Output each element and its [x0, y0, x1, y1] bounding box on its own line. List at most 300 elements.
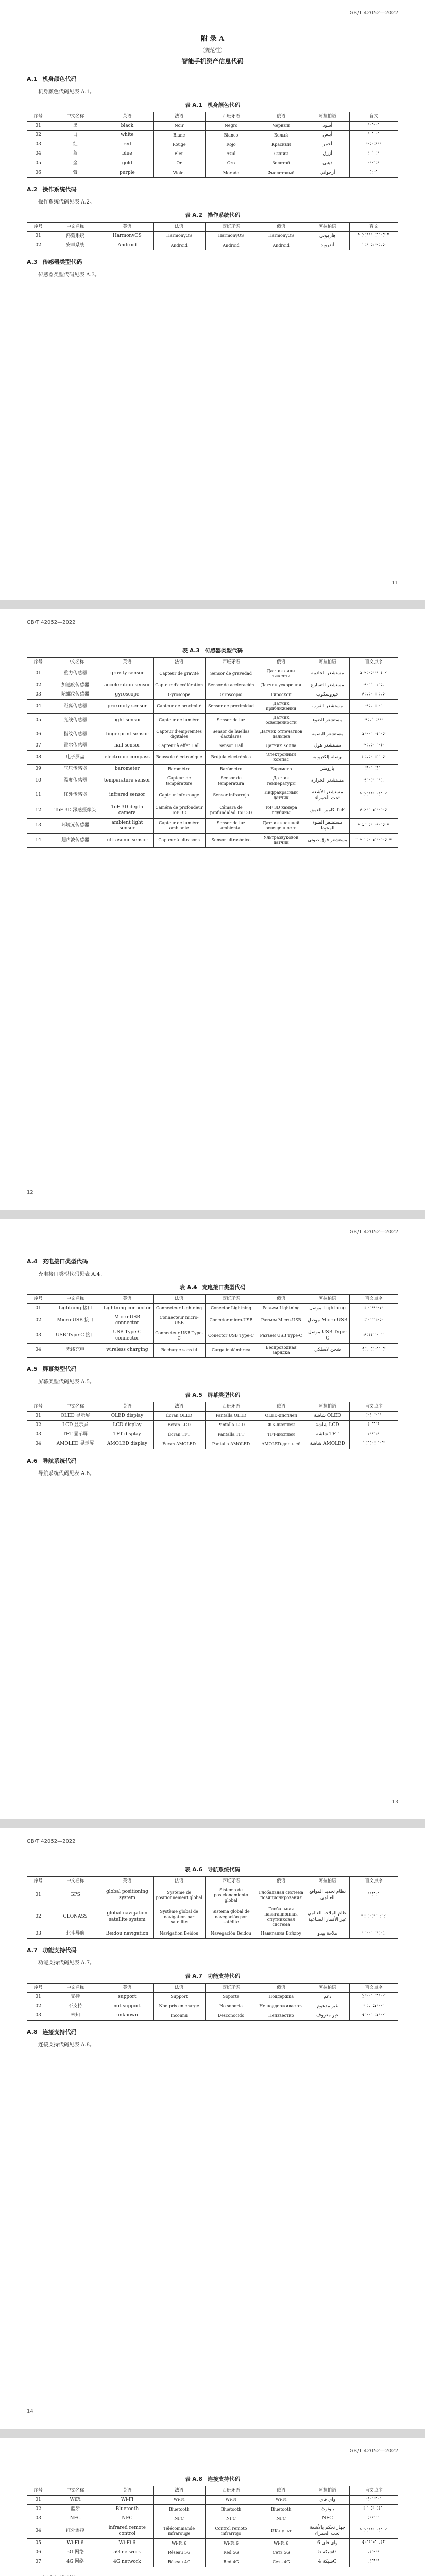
table-cell: Pantalla AMOLED [205, 1439, 257, 1449]
table-row [27, 1439, 398, 1449]
table-cell: Android [257, 241, 305, 250]
table-row [27, 2002, 398, 2011]
table-header-row [27, 1402, 398, 1411]
column-header: 中文名称 [49, 1295, 101, 1304]
table-cell: شاشة OLED [305, 1411, 349, 1420]
table-cell: 01 [27, 1886, 49, 1905]
table-cell: ⠝⠋⠉ [350, 2514, 398, 2523]
column-header: 中文名称 [49, 112, 101, 122]
column-header: 序号 [27, 1983, 49, 1992]
table-cell: ⠼⠙⠛ [350, 2557, 398, 2567]
table-cell: Conector Lightning [205, 1303, 257, 1313]
table-cell: Pantalla TFT [205, 1430, 257, 1439]
table-cell: ⠺⠥ ⠭⠊⠁⠝ [350, 1343, 398, 1357]
column-header: 序号 [27, 1402, 49, 1411]
table-cell: Télécommande infrarouge [153, 2523, 205, 2539]
table-cell: Caméra de profondeur ToF 3D [153, 803, 205, 819]
table-cell: أحمر [305, 140, 349, 149]
table-cell: ⠛⠥⠁⠝⠛ [350, 714, 398, 727]
table-cell: barometer [101, 765, 153, 774]
table-cell: gyroscope [101, 690, 153, 699]
section-text: 连接支持代码见表 A.8。 [38, 2042, 95, 2048]
table-cell: موصل Micro-USB [305, 1313, 349, 1328]
table-cell: global positioning system [101, 1886, 153, 1905]
table-cell: 13 [27, 818, 49, 834]
table-cell: مستشعر فوق صوتي [305, 834, 349, 848]
document-page [0, 2438, 425, 2576]
table-cell: جيروسكوب [305, 690, 349, 699]
table-cell: Wi-Fi [257, 2495, 305, 2504]
table-cell: ⠁⠍⠕⠇⠑⠙ [350, 1439, 398, 1449]
section-heading: A.1 机身颜色代码 [27, 76, 77, 82]
section-text: 操作系统代码见表 A.2。 [38, 199, 95, 206]
table-cell: Recharge sans fil [153, 1343, 205, 1357]
table-row [27, 667, 398, 681]
column-header: 中文名称 [49, 1877, 101, 1886]
table-cell: HarmonyOS [101, 231, 153, 241]
table-cell: 11 [27, 788, 49, 803]
column-header: 俄语 [257, 1402, 305, 1411]
table-cell: Bluetooth [257, 2504, 305, 2514]
table-cell: Разъем Micro-USB [257, 1313, 305, 1328]
table-cell: ⠵⠓⠊ ⠉⠓⠊ [350, 1992, 398, 2002]
table-row [27, 751, 398, 765]
table-row [27, 130, 398, 140]
table-cell: ToF 3D 深感摄像头 [49, 803, 101, 819]
table-cell: 5G 网络 [49, 2548, 101, 2557]
table-cell: Белый [257, 130, 305, 140]
table-row [27, 774, 398, 788]
table-cell: 01 [27, 1411, 49, 1420]
table-cell: ذهبي [305, 159, 349, 168]
table-cell: Sensor ultrasónico [205, 834, 257, 848]
column-header: 阿拉伯语 [305, 2486, 349, 2496]
table-cell: ⠉⠓⠁⠕ ⠎⠓⠑⠝⠛ [350, 834, 398, 848]
table-cell: شاشة AMOLED [305, 1439, 349, 1449]
table-cell: Датчик отпечатков пальцев [257, 727, 305, 741]
table-cell: مستشعر هول [305, 741, 349, 751]
table-cell: 04 [27, 700, 49, 714]
table-header-row [27, 223, 398, 232]
table-cell: بارومتر [305, 765, 349, 774]
table-cell: Micro-USB 接口 [49, 1313, 101, 1328]
table-cell: Гироскоп [257, 690, 305, 699]
column-header: 俄语 [257, 112, 305, 122]
table-cell: Rojo [205, 140, 257, 149]
table-cell: Morado [205, 168, 257, 177]
table-cell: not support [101, 2002, 153, 2011]
table-cell: ⠓⠕⠝⠛ ⠍⠑⠝⠛ [350, 231, 398, 241]
table-cell: Desconocido [205, 2011, 257, 2021]
table-cell: Pantalla OLED [205, 1411, 257, 1420]
table-cell: GPS [49, 1886, 101, 1905]
table-cell: Micro-USB connector [101, 1313, 153, 1328]
table-cell: Золотой [257, 159, 305, 168]
table-cell: Sistema global de navegación por satélite [205, 1905, 257, 1929]
table-cell: Глобальная навигационная спутниковая система [257, 1905, 305, 1929]
table-cell: Датчик силы тяжести [257, 667, 305, 681]
table-cell: 指纹传感器 [49, 727, 101, 741]
table-caption: 表 A.8 连接支持代码 [185, 2476, 240, 2482]
table-cell: 02 [27, 1313, 49, 1328]
table-cell: أبيض [305, 130, 349, 140]
table-cell: Не поддерживается [257, 2002, 305, 2011]
table-cell: 03 [27, 1328, 49, 1344]
table-cell: Sensor de luz [205, 714, 257, 727]
table-cell: Connecteur USB Type-C [153, 1328, 205, 1344]
table-cell: AMOLED display [101, 1439, 153, 1449]
table-row [27, 1430, 398, 1439]
column-header: 西班牙语 [205, 223, 257, 232]
table-header-row [27, 1983, 398, 1992]
table-cell: 光线传感器 [49, 714, 101, 727]
table-cell: ⠃⠁⠊ [350, 130, 398, 140]
table-cell: gold [101, 159, 153, 168]
table-cell: ⠺⠊⠋⠊ ⠼⠋ [350, 2538, 398, 2548]
table-caption: 表 A.2 操作系统代码 [185, 212, 240, 219]
table-cell: Écran TFT [153, 1430, 205, 1439]
table-cell: Boussole électronique [153, 751, 205, 765]
table-cell: Support [153, 1992, 205, 2002]
table-cell: Connecteur micro-USB [153, 1313, 205, 1328]
table-cell: Навигация Бэйдоу [257, 1929, 305, 1938]
table-cell: USB Type-C 接口 [49, 1328, 101, 1344]
table-cell: TFT 显示屏 [49, 1430, 101, 1439]
table-cell: Bluetooth [101, 2504, 153, 2514]
column-header: 盲文 [350, 223, 398, 232]
table-cell: شاشة TFT [305, 1430, 349, 1439]
section-text: 机身颜色代码见表 A.1。 [38, 89, 95, 95]
appendix-name: 智能手机资产信息代码 [181, 58, 244, 65]
column-header: 俄语 [257, 658, 305, 667]
column-header: 法语 [153, 1877, 205, 1886]
table-cell: Глобальная система позиционирования [257, 1886, 305, 1905]
table-cell: 03 [27, 690, 49, 699]
column-header: 阿拉伯语 [305, 658, 349, 667]
table-caption: 表 A.6 导航系统代码 [185, 1867, 240, 1873]
table-cell: Lightning 接口 [49, 1303, 101, 1313]
table-row [27, 159, 398, 168]
table-cell: TFT display [101, 1430, 153, 1439]
table-row [27, 714, 398, 727]
table-row [27, 2523, 398, 2539]
table-row [27, 2557, 398, 2567]
table-cell: black [101, 121, 153, 130]
table-cell: ⠵⠓⠕⠝⠛ ⠇⠊ [350, 667, 398, 681]
column-header: 西班牙语 [205, 658, 257, 667]
column-header: 阿拉伯语 [305, 223, 349, 232]
table-cell: Rouge [153, 140, 205, 149]
table-cell: ⠍⠊⠉⠗⠕ [350, 1313, 398, 1328]
table-cell: 白 [49, 130, 101, 140]
column-header: 俄语 [257, 1983, 305, 1992]
code-table [27, 1983, 398, 2021]
table-cell: بوصلة إلكترونية [305, 751, 349, 765]
table-cell: مستشعر التسارع [305, 681, 349, 690]
column-header: 俄语 [257, 2486, 305, 2496]
table-cell: NFC [49, 2514, 101, 2523]
table-row [27, 140, 398, 149]
table-cell: Giroscopio [205, 690, 257, 699]
table-cell: ambient light sensor [101, 818, 153, 834]
table-cell: 未知 [49, 2011, 101, 2021]
section-heading: A.4 充电接口类型代码 [27, 1258, 88, 1265]
table-cell: Фиолетовый [257, 168, 305, 177]
table-cell: ⠃⠑⠊ ⠙⠕⠥ [350, 1929, 398, 1938]
table-cell: fingerprint sensor [101, 727, 153, 741]
table-cell: 蓝 [49, 149, 101, 159]
table-row [27, 700, 398, 714]
table-cell: Поддержка [257, 1992, 305, 2002]
page-number: 14 [27, 2409, 33, 2414]
table-cell: NFC [101, 2514, 153, 2523]
table-cell: 04 [27, 149, 49, 159]
table-cell: Capteur de proximité [153, 700, 205, 714]
table-cell: Red 4G [205, 2557, 257, 2567]
table-cell: 无线充电 [49, 1343, 101, 1357]
column-header: 序号 [27, 112, 49, 122]
table-cell: Control remoto infrarrojo [205, 2523, 257, 2539]
table-row [27, 788, 398, 803]
table-cell: Sensor de aceleración [205, 681, 257, 690]
section-text: 传感器类型代码见表 A.3。 [38, 272, 100, 278]
table-cell: 鸿蒙系统 [49, 231, 101, 241]
table-cell: gravity sensor [101, 667, 153, 681]
table-cell: Sensor de huellas dactilares [205, 727, 257, 741]
table-cell: Noir [153, 121, 205, 130]
table-cell: غير معروف [305, 2011, 349, 2021]
table-cell: Барометр [257, 765, 305, 774]
table-cell: unknown [101, 2011, 153, 2021]
column-header: 盲文点序 [350, 2486, 398, 2496]
table-cell: دعم [305, 1992, 349, 2002]
column-header: 盲文点序 [350, 658, 398, 667]
table-caption: 表 A.5 屏幕类型代码 [185, 1392, 240, 1398]
table-cell: ⠺⠊⠋⠊ [350, 2495, 398, 2504]
table-cell: Pantalla LCD [205, 1420, 257, 1430]
column-header: 西班牙语 [205, 2486, 257, 2496]
table-row [27, 1343, 398, 1357]
table-cell: purple [101, 168, 153, 177]
table-cell: 02 [27, 681, 49, 690]
table-header-row [27, 1295, 398, 1304]
table-cell: ⠚⠥ ⠇⠊ [350, 700, 398, 714]
table-row [27, 1992, 398, 2002]
table-cell: TFT-дисплей [257, 1430, 305, 1439]
table-cell: 红外遥控 [49, 2523, 101, 2539]
table-cell: 05 [27, 159, 49, 168]
table-row [27, 834, 398, 848]
table-cell: ⠞⠽⠏⠑ ⠉ [350, 1328, 398, 1344]
table-cell: 10 [27, 774, 49, 788]
table-cell: NFC [305, 2514, 349, 2523]
table-cell: 01 [27, 2495, 49, 2504]
table-cell: ⠞⠥⠕ ⠇⠥⠕ [350, 690, 398, 699]
table-cell: مستشعر البصمة [305, 727, 349, 741]
column-header: 英语 [101, 1983, 153, 1992]
section-heading: A.6 导航系统代码 [27, 1457, 77, 1464]
section-text: 屏幕类型代码见表 A.5。 [38, 1379, 95, 1385]
table-cell: global navigation satellite system [101, 1905, 153, 1929]
column-header: 西班牙语 [205, 1402, 257, 1411]
column-header: 阿拉伯语 [305, 1983, 349, 1992]
table-cell: Système de positionnement global [153, 1886, 205, 1905]
table-cell: Réseau 5G [153, 2548, 205, 2557]
table-cell: أرجواني [305, 168, 349, 177]
table-header-row [27, 658, 398, 667]
table-cell: ⠛⠇⠕⠝⠁⠎⠎ [350, 1905, 398, 1929]
table-cell: Wi-Fi [101, 2495, 153, 2504]
table-cell: Sensor de temperatura [205, 774, 257, 788]
table-cell: Navigation Beidou [153, 1929, 205, 1938]
table-cell: Blanco [205, 130, 257, 140]
column-header: 英语 [101, 112, 153, 122]
column-header: 法语 [153, 658, 205, 667]
table-cell: ⠚⠊⠁ ⠎⠥ [350, 681, 398, 690]
table-cell: موصل USB Type-C [305, 1328, 349, 1344]
table-row [27, 231, 398, 241]
table-cell: بلوتوث [305, 2504, 349, 2514]
code-table [27, 657, 398, 848]
table-cell: Android [153, 241, 205, 250]
page-number: 13 [392, 1799, 398, 1805]
section-text: 功能支持代码见表 A.7。 [38, 1960, 95, 1966]
document-page [0, 609, 425, 1210]
table-cell: AMOLED 显示屏 [49, 1439, 101, 1449]
table-cell: Gyroscope [153, 690, 205, 699]
table-cell: Сеть 4G [257, 2557, 305, 2567]
table-cell: ⠺⠑⠝ ⠙⠥ [350, 774, 398, 788]
table-cell: Bluetooth [153, 2504, 205, 2514]
table-row [27, 2514, 398, 2523]
column-header: 英语 [101, 223, 153, 232]
table-cell: ⠓⠥⠁⠝ ⠚⠊⠝⠛ [350, 818, 398, 834]
table-cell: Bluetooth [205, 2504, 257, 2514]
column-header: 西班牙语 [205, 1877, 257, 1886]
document-page [0, 0, 425, 600]
column-header: 中文名称 [49, 658, 101, 667]
table-cell: ToF 3D камера глубины [257, 803, 305, 819]
table-cell: 05 [27, 714, 49, 727]
table-cell: 06 [27, 2548, 49, 2557]
running-header: GB/T 42052—2022 [27, 1839, 76, 1844]
table-cell: شبكة 5G [305, 2548, 349, 2557]
table-cell: شبكة 4G [305, 2557, 349, 2567]
table-cell: 04 [27, 2523, 49, 2539]
table-cell: Red 5G [205, 2548, 257, 2557]
column-header: 法语 [153, 112, 205, 122]
table-cell: ⠓⠑⠊ [350, 121, 398, 130]
table-cell: Sensor Hall [205, 741, 257, 751]
table-cell: Capteur de gravité [153, 667, 205, 681]
table-header-row [27, 112, 398, 122]
table-cell: أزرق [305, 149, 349, 159]
table-cell: Wi-Fi 6 [101, 2538, 153, 2548]
table-cell: 蓝牙 [49, 2504, 101, 2514]
table-cell: Sensor de proximidad [205, 700, 257, 714]
column-header: 盲文点序 [350, 1402, 398, 1411]
table-cell: ⠇⠥⠕ ⠏⠁⠝ [350, 751, 398, 765]
table-cell: 02 [27, 1905, 49, 1929]
table-row [27, 690, 398, 699]
table-cell: 温度传感器 [49, 774, 101, 788]
table-cell: hall sensor [101, 741, 153, 751]
table-cell: Capteur de lumière [153, 714, 205, 727]
table-cell: Датчик освещенности [257, 714, 305, 727]
table-cell: نظام الملاحة العالمي عبر الأقمار الصناعية [305, 1905, 349, 1929]
column-header: 法语 [153, 1402, 205, 1411]
table-cell: NFC [205, 2514, 257, 2523]
table-cell: 重力传感器 [49, 667, 101, 681]
table-cell: Violet [153, 168, 205, 177]
table-cell: ⠵⠓⠊ ⠺⠑⠝ [350, 727, 398, 741]
table-cell: 14 [27, 834, 49, 848]
code-table [27, 2486, 398, 2567]
table-row [27, 765, 398, 774]
table-row [27, 1886, 398, 1905]
table-row [27, 1303, 398, 1313]
table-cell: مستشعر الأشعة تحت الحمراء [305, 788, 349, 803]
table-cell: كاميرا العمق ToF [305, 803, 349, 819]
table-cell: Capteur à effet Hall [153, 741, 205, 751]
column-header: 序号 [27, 1877, 49, 1886]
table-cell: مستشعر القرب [305, 700, 349, 714]
table-cell: مستشعر الضوء [305, 714, 349, 727]
table-cell: Or [153, 159, 205, 168]
table-cell: Cámara de profundidad ToF 3D [205, 803, 257, 819]
table-cell: ToF 3D depth camera [101, 803, 153, 819]
table-cell: Ультразвуковой датчик [257, 834, 305, 848]
table-cell: 03 [27, 1430, 49, 1439]
table-cell: ⠵⠊ [350, 168, 398, 177]
column-header: 法语 [153, 223, 205, 232]
table-cell: Capteur d'empreintes digitales [153, 727, 205, 741]
column-header: 英语 [101, 2486, 153, 2496]
column-header: 阿拉伯语 [305, 1402, 349, 1411]
column-header: 法语 [153, 1983, 205, 1992]
table-cell: جهاز تحكم بالأشعة تحت الحمراء [305, 2523, 349, 2539]
table-cell: ⠃⠥ ⠵⠓⠊ [350, 2002, 398, 2011]
table-cell: 霍尔传感器 [49, 741, 101, 751]
table-cell: ЖК-дисплей [257, 1420, 305, 1430]
table-row [27, 741, 398, 751]
running-header: GB/T 42052—2022 [349, 1229, 398, 1235]
table-cell: Écran AMOLED [153, 1439, 205, 1449]
table-row [27, 1313, 398, 1328]
table-cell: OLED-дисплей [257, 1411, 305, 1420]
table-cell: Датчик приближения [257, 700, 305, 714]
section-heading: A.7 功能支持代码 [27, 1946, 77, 1954]
table-cell: شحن لاسلكي [305, 1343, 349, 1357]
table-cell: NFC [257, 2514, 305, 2523]
table-header-row [27, 2486, 398, 2496]
table-cell: مستشعر الحرارة [305, 774, 349, 788]
table-cell: ⠇⠁⠝ [350, 149, 398, 159]
table-cell: Датчик ускорения [257, 681, 305, 690]
table-cell: Oro [205, 159, 257, 168]
table-cell: Sensor de gravedad [205, 667, 257, 681]
table-cell: واي فاي [305, 2495, 349, 2504]
table-cell: 03 [27, 2011, 49, 2021]
column-header: 法语 [153, 1295, 205, 1304]
column-header: 序号 [27, 223, 49, 232]
column-header: 英语 [101, 1877, 153, 1886]
table-cell: Conector USB Type-C [205, 1328, 257, 1344]
table-cell: ⠓⠕⠝⠛ [350, 140, 398, 149]
table-cell: Электронный компас [257, 751, 305, 765]
table-cell: ⠚⠊⠝ [350, 159, 398, 168]
table-cell: 4G 网络 [49, 2557, 101, 2567]
